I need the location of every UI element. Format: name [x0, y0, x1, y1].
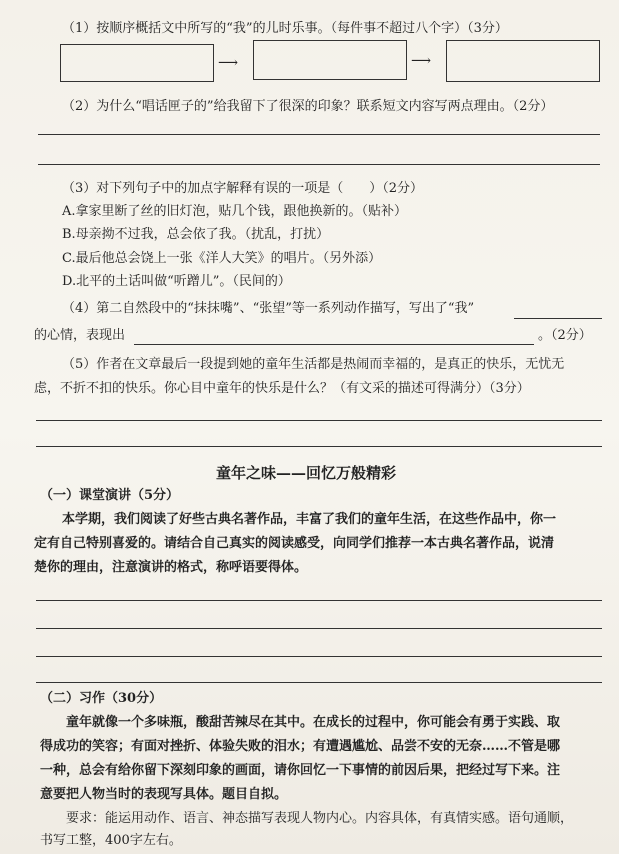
question-4-line2-end: 。（2分） [538, 328, 592, 343]
part-2-line: 一种，总会有给你留下深刻印象的画面，请你回忆一下事情的前因后果，把经过写下来。注 [40, 763, 561, 778]
answer-box-2[interactable] [253, 40, 407, 80]
question-2: （2）为什么“唱话匣子的”给我留下了很深的印象？联系短文内容写两点理由。（2分） [62, 99, 554, 114]
part-2-line: 得成功的笑容；有面对挫折、体验失败的泪水；有遭遇尴尬、品尝不安的无奈……不管是哪 [40, 739, 561, 754]
part-2-requirement: 书写工整，400字左右。 [40, 833, 182, 848]
part-1-line: 楚你的理由，注意演讲的格式，称呼语要得体。 [34, 560, 308, 575]
answer-line[interactable] [36, 600, 602, 601]
question-3: （3）对下列句子中的加点字解释有误的一项是（ ）（2分） [62, 181, 424, 196]
question-4-line2-start: 的心情，表现出 [34, 328, 126, 343]
part-2-heading: （二）习作（30分） [40, 691, 163, 706]
question-1: （1）按顺序概括文中所写的“我”的儿时乐事。（每件事不超过八个字）（3分） [62, 21, 508, 36]
answer-line[interactable] [36, 420, 602, 421]
answer-line[interactable] [36, 628, 602, 629]
option-c: C.最后他总会饶上一张《洋人大笑》的唱片。（另外添） [62, 251, 382, 266]
arrow-right-icon: ⟶ [411, 53, 432, 69]
answer-line[interactable] [38, 164, 600, 165]
answer-line[interactable] [36, 446, 602, 447]
arrow-right-icon: ⟶ [218, 55, 239, 71]
answer-box-3[interactable] [446, 40, 600, 82]
part-1-line: 本学期，我们阅读了好些古典名著作品，丰富了我们的童年生活，在这些作品中，你一 [62, 512, 557, 527]
question-5-line1: （5）作者在文章最后一段提到她的童年生活都是热闹而幸福的，是真正的快乐，无忧无 [62, 357, 565, 372]
section-title: 童年之味——回忆万般精彩 [216, 464, 397, 482]
option-d: D.北平的土话叫做“听蹭儿”。（民间的） [62, 274, 291, 289]
question-4-line1: （4）第二自然段中的“抹抹嘴”、“张望”等一系列动作描写，写出了“我” [62, 301, 475, 316]
answer-line[interactable] [36, 682, 602, 683]
answer-blank[interactable] [514, 318, 602, 319]
part-2-requirement: 要求：能运用动作、语言、神态描写表现人物内心。内容具体，有真情实感。语句通顺， [66, 811, 574, 826]
answer-blank[interactable] [134, 344, 534, 345]
question-5-line2: 虑，不折不扣的快乐。你心目中童年的快乐是什么？（有文采的描述可得满分）（3分） [34, 381, 530, 396]
part-1-heading: （一）课堂演讲（5分） [40, 488, 180, 503]
part-2-line: 童年就像一个多味瓶，酸甜苦辣尽在其中。在成长的过程中，你可能会有勇于实践、取 [66, 715, 561, 730]
answer-line[interactable] [38, 134, 600, 135]
option-a: A.拿家里断了丝的旧灯泡，贴几个钱，跟他换新的。（贴补） [62, 204, 408, 219]
answer-box-1[interactable] [60, 44, 214, 82]
part-1-line: 定有自己特别喜爱的。请结合自己真实的阅读感受，向同学们推荐一本古典名著作品，说清 [34, 536, 555, 551]
answer-line[interactable] [36, 656, 602, 657]
part-2-line: 意要把人物当时的表现写具体。题目自拟。 [40, 787, 288, 802]
option-b: B.母亲拗不过我，总会依了我。（扰乱，打扰） [62, 227, 330, 242]
